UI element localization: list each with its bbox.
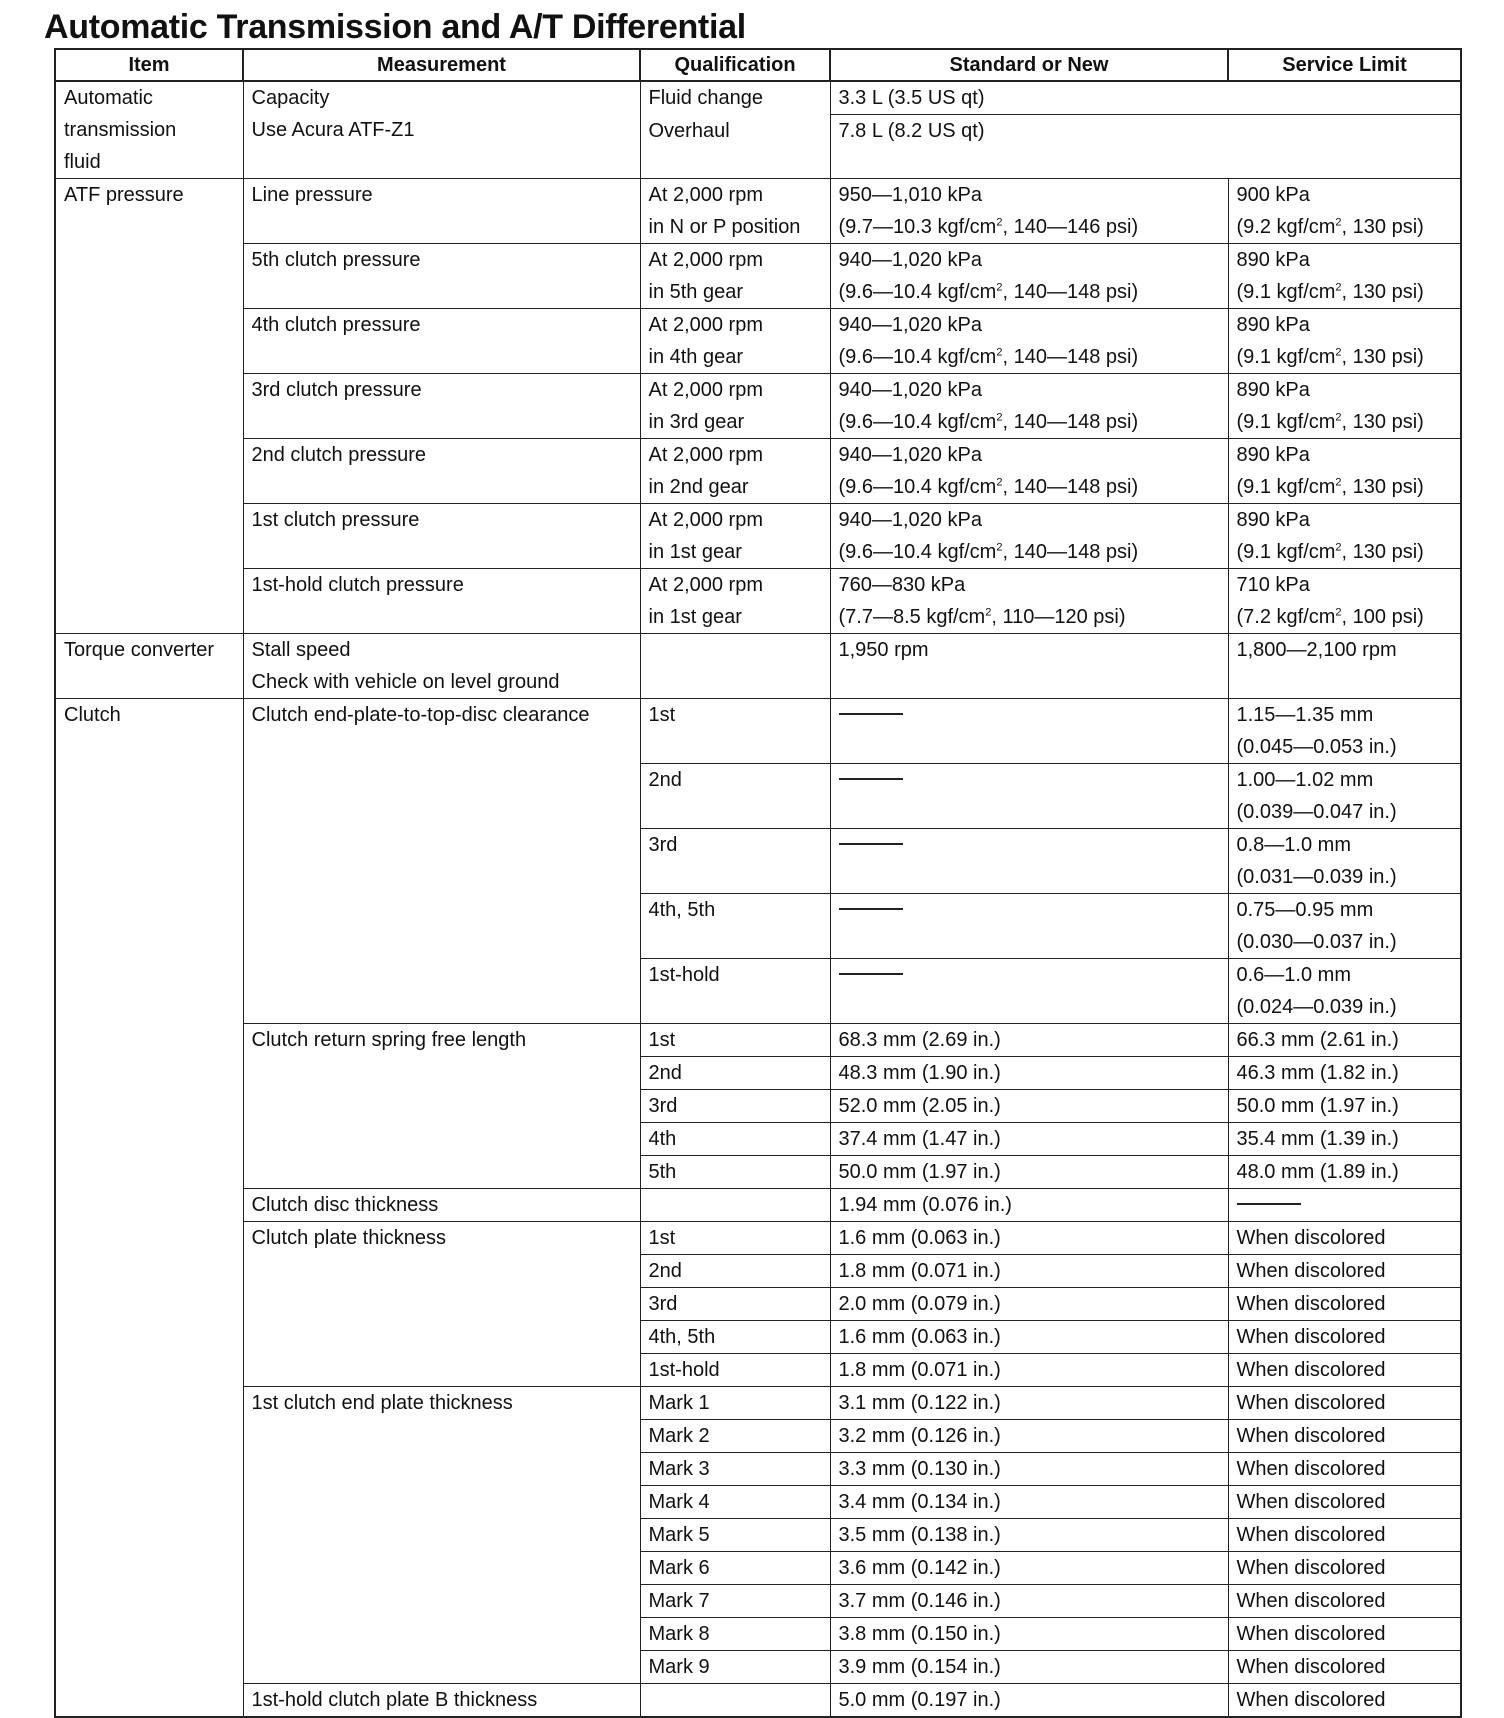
superscript: 2	[996, 476, 1003, 489]
std-endplate: 3.5 mm (0.138 in.)	[830, 1519, 1228, 1552]
limit-line: (0.024—0.039 in.)	[1236, 996, 1397, 1018]
table-row	[55, 1387, 1461, 1420]
limit-clearance	[1228, 764, 1461, 829]
limit-spring: 48.0 mm (1.89 in.)	[1228, 1156, 1461, 1189]
text-part: (9.6—10.4 kgf/cm	[838, 476, 997, 498]
std-line	[839, 276, 1220, 308]
qual-plate: 2nd	[640, 1255, 830, 1288]
table-row	[55, 699, 1461, 764]
qual-plate: 4th, 5th	[640, 1321, 830, 1354]
header-standard: Standard or New	[830, 49, 1228, 81]
std-endplate: 3.3 mm (0.130 in.)	[830, 1453, 1228, 1486]
limit-line	[1237, 471, 1453, 503]
std-plate: 2.0 mm (0.079 in.)	[830, 1288, 1228, 1321]
meas-pressure	[243, 569, 640, 634]
limit-spring: 46.3 mm (1.82 in.)	[1228, 1057, 1461, 1090]
item-atf-line: fluid	[64, 151, 101, 173]
std-endplate: 3.6 mm (0.142 in.)	[830, 1552, 1228, 1585]
limit-line: (0.039—0.047 in.)	[1236, 801, 1397, 823]
text-part: , 130 psi)	[1341, 411, 1424, 433]
limit-clearance	[1228, 959, 1461, 1024]
qual-endplate: Mark 8	[640, 1618, 830, 1651]
qual-plate: 1st	[640, 1222, 830, 1255]
superscript: 2	[1335, 281, 1342, 294]
item-atf-pressure: ATF pressure	[55, 179, 243, 634]
table-header-row	[55, 49, 1461, 81]
table-row	[55, 1684, 1461, 1718]
qual-fluid-change: Fluid change	[640, 81, 830, 115]
std-pressure	[830, 179, 1228, 244]
std-line: 760—830 kPa	[838, 574, 966, 596]
header-service-limit: Service Limit	[1228, 49, 1461, 81]
qual-endplate: Mark 5	[640, 1519, 830, 1552]
text-part: (9.1 kgf/cm	[1236, 346, 1336, 368]
limit-plate: When discolored	[1228, 1288, 1461, 1321]
text-part: (7.7—8.5 kgf/cm	[838, 606, 986, 628]
qual-endplate: Mark 2	[640, 1420, 830, 1453]
text-part: (9.1 kgf/cm	[1236, 476, 1336, 498]
text-part: (9.6—10.4 kgf/cm	[838, 346, 997, 368]
std-spring: 50.0 mm (1.97 in.)	[830, 1156, 1228, 1189]
limit-line: 890 kPa	[1236, 249, 1310, 271]
meas-line: Line pressure	[251, 184, 373, 206]
qual-spring: 1st	[640, 1024, 830, 1057]
item-torque-converter: Torque converter	[55, 634, 243, 699]
text-part: (9.6—10.4 kgf/cm	[838, 281, 997, 303]
qual-endplate: Mark 9	[640, 1651, 830, 1684]
table-row	[55, 439, 1461, 504]
qual-line: in 1st gear	[648, 541, 742, 563]
qual-line: in 4th gear	[648, 346, 744, 368]
qual-line: At 2,000 rpm	[648, 444, 764, 466]
std-line: 940—1,020 kPa	[838, 509, 982, 531]
limit-line: 1.15—1.35 mm	[1236, 704, 1374, 726]
limit-plate: When discolored	[1228, 1354, 1461, 1387]
qual-pressure	[640, 179, 830, 244]
text-part: , 100 psi)	[1341, 606, 1424, 628]
std-plate: 1.8 mm (0.071 in.)	[830, 1354, 1228, 1387]
qual-line: in 5th gear	[648, 281, 744, 303]
limit-line: 890 kPa	[1236, 444, 1310, 466]
limit-pressure	[1228, 179, 1461, 244]
qual-empty	[640, 634, 830, 699]
dash-mark	[839, 713, 903, 715]
std-pressure	[830, 374, 1228, 439]
qual-endplate: Mark 1	[640, 1387, 830, 1420]
qual-endplate: Mark 6	[640, 1552, 830, 1585]
qual-endplate: Mark 7	[640, 1585, 830, 1618]
std-endplate: 3.4 mm (0.134 in.)	[830, 1486, 1228, 1519]
std-endplate: 3.1 mm (0.122 in.)	[830, 1387, 1228, 1420]
table-row	[55, 244, 1461, 309]
limit-line: 890 kPa	[1236, 509, 1310, 531]
limit-endplate: When discolored	[1228, 1618, 1461, 1651]
qual-plate: 1st-hold	[640, 1354, 830, 1387]
limit-plateb: When discolored	[1228, 1684, 1461, 1718]
limit-endplate: When discolored	[1228, 1420, 1461, 1453]
dash-mark	[839, 908, 903, 910]
std-overhaul: 7.8 L (8.2 US qt)	[830, 115, 1461, 179]
qual-overhaul: Overhaul	[640, 115, 830, 179]
meas-stall-speed	[243, 634, 640, 699]
limit-pressure	[1228, 504, 1461, 569]
table-body	[55, 81, 1461, 1717]
superscript: 2	[1335, 346, 1342, 359]
meas-pressure	[243, 374, 640, 439]
limit-line: 1.00—1.02 mm	[1236, 769, 1374, 791]
std-endplate: 3.8 mm (0.150 in.)	[830, 1618, 1228, 1651]
table-row	[55, 504, 1461, 569]
text-part: (7.2 kgf/cm	[1236, 606, 1336, 628]
limit-endplate: When discolored	[1228, 1486, 1461, 1519]
text-part: , 110—120 psi)	[991, 606, 1126, 628]
std-line	[839, 601, 1220, 633]
qual-clearance: 2nd	[640, 764, 830, 829]
std-line: 940—1,020 kPa	[838, 249, 982, 271]
table-row	[55, 569, 1461, 634]
std-line: 940—1,020 kPa	[838, 444, 982, 466]
limit-pressure	[1228, 309, 1461, 374]
std-line	[839, 406, 1220, 438]
qual-line: in 2nd gear	[648, 476, 749, 498]
meas-line: 1st clutch pressure	[251, 509, 420, 531]
meas-line: 2nd clutch pressure	[251, 444, 427, 466]
text-part: (9.7—10.3 kgf/cm	[838, 216, 997, 238]
superscript: 2	[996, 541, 1003, 554]
limit-line: 900 kPa	[1236, 184, 1310, 206]
limit-pressure	[1228, 569, 1461, 634]
qual-clearance: 1st-hold	[640, 959, 830, 1024]
spec-table	[54, 48, 1462, 1718]
limit-endplate: When discolored	[1228, 1519, 1461, 1552]
text-part: , 140—148 psi)	[1002, 346, 1139, 368]
limit-line: 890 kPa	[1236, 379, 1310, 401]
limit-line: (0.031—0.039 in.)	[1236, 866, 1397, 888]
page-title: Automatic Transmission and A/T Differential	[44, 8, 746, 46]
superscript: 2	[1335, 606, 1342, 619]
std-clearance	[830, 829, 1228, 894]
superscript: 2	[996, 281, 1003, 294]
limit-clearance	[1228, 699, 1461, 764]
std-line	[839, 536, 1220, 568]
dash-mark	[839, 973, 903, 975]
meas-line: Capacity	[251, 87, 330, 109]
std-plate: 1.6 mm (0.063 in.)	[830, 1222, 1228, 1255]
std-endplate: 3.9 mm (0.154 in.)	[830, 1651, 1228, 1684]
std-clearance	[830, 764, 1228, 829]
text-part: , 140—148 psi)	[1002, 411, 1139, 433]
std-plate: 1.8 mm (0.071 in.)	[830, 1255, 1228, 1288]
std-line: 950—1,010 kPa	[838, 184, 982, 206]
table-row	[55, 1222, 1461, 1255]
std-endplate: 3.2 mm (0.126 in.)	[830, 1420, 1228, 1453]
dash-mark	[839, 843, 903, 845]
superscript: 2	[1335, 476, 1342, 489]
limit-pressure	[1228, 374, 1461, 439]
limit-clearance	[1228, 829, 1461, 894]
meas-plateb: 1st-hold clutch plate B thickness	[243, 1684, 640, 1718]
limit-clearance	[1228, 894, 1461, 959]
qual-spring: 4th	[640, 1123, 830, 1156]
meas-line: 4th clutch pressure	[251, 314, 421, 336]
std-pressure	[830, 569, 1228, 634]
limit-stall: 1,800—2,100 rpm	[1228, 634, 1461, 699]
meas-clearance: Clutch end-plate-to-top-disc clearance	[243, 699, 640, 1024]
qual-line: At 2,000 rpm	[648, 509, 764, 531]
std-stall: 1,950 rpm	[830, 634, 1228, 699]
limit-line: 890 kPa	[1236, 314, 1310, 336]
limit-line	[1237, 601, 1453, 633]
std-clearance	[830, 699, 1228, 764]
meas-pressure	[243, 179, 640, 244]
qual-pressure	[640, 504, 830, 569]
limit-line: 710 kPa	[1236, 574, 1310, 596]
limit-line	[1237, 341, 1453, 373]
text-part: , 140—148 psi)	[1002, 541, 1139, 563]
limit-line: 0.75—0.95 mm	[1236, 899, 1374, 921]
qual-line: At 2,000 rpm	[648, 379, 764, 401]
std-disc: 1.94 mm (0.076 in.)	[830, 1189, 1228, 1222]
limit-plate: When discolored	[1228, 1255, 1461, 1288]
std-spring: 68.3 mm (2.69 in.)	[830, 1024, 1228, 1057]
qual-line: in 3rd gear	[648, 411, 745, 433]
qual-endplate: Mark 4	[640, 1486, 830, 1519]
limit-disc	[1228, 1189, 1461, 1222]
limit-line	[1237, 406, 1453, 438]
text-part: (9.1 kgf/cm	[1236, 411, 1336, 433]
qual-line: At 2,000 rpm	[648, 574, 764, 596]
meas-line: 1st-hold clutch pressure	[251, 574, 464, 596]
qual-endplate: Mark 3	[640, 1453, 830, 1486]
header-qualification: Qualification	[640, 49, 830, 81]
table-row	[55, 374, 1461, 439]
superscript: 2	[1335, 541, 1342, 554]
std-clearance	[830, 959, 1228, 1024]
qual-clearance: 4th, 5th	[640, 894, 830, 959]
limit-line	[1237, 211, 1453, 243]
std-plate: 1.6 mm (0.063 in.)	[830, 1321, 1228, 1354]
superscript: 2	[1335, 411, 1342, 424]
std-pressure	[830, 244, 1228, 309]
meas-spring: Clutch return spring free length	[243, 1024, 640, 1189]
qual-empty	[640, 1684, 830, 1718]
text-part: (9.1 kgf/cm	[1236, 541, 1336, 563]
std-line	[839, 211, 1220, 243]
limit-spring: 66.3 mm (2.61 in.)	[1228, 1024, 1461, 1057]
item-atf-line: transmission	[64, 119, 177, 141]
header-item: Item	[55, 49, 243, 81]
meas-pressure	[243, 244, 640, 309]
table-row	[55, 1189, 1461, 1222]
text-part: (9.1 kgf/cm	[1236, 281, 1336, 303]
superscript: 2	[1335, 216, 1342, 229]
qual-spring: 5th	[640, 1156, 830, 1189]
limit-endplate: When discolored	[1228, 1585, 1461, 1618]
limit-line: (0.030—0.037 in.)	[1236, 931, 1397, 953]
meas-line: Check with vehicle on level ground	[251, 671, 560, 693]
std-line	[839, 471, 1220, 503]
table-row	[55, 634, 1461, 699]
qual-line: in N or P position	[648, 216, 801, 238]
dash-mark	[839, 778, 903, 780]
text-part: (9.6—10.4 kgf/cm	[838, 541, 997, 563]
std-line	[839, 341, 1220, 373]
item-atf-line: Automatic	[64, 87, 153, 109]
limit-line	[1237, 536, 1453, 568]
std-pressure	[830, 309, 1228, 374]
meas-line: Use Acura ATF-Z1	[251, 119, 415, 141]
meas-line: Stall speed	[251, 639, 351, 661]
std-clearance	[830, 894, 1228, 959]
std-spring: 48.3 mm (1.90 in.)	[830, 1057, 1228, 1090]
meas-line: 5th clutch pressure	[251, 249, 421, 271]
std-spring: 52.0 mm (2.05 in.)	[830, 1090, 1228, 1123]
std-spring: 37.4 mm (1.47 in.)	[830, 1123, 1228, 1156]
dash-mark	[1237, 1203, 1301, 1205]
meas-capacity	[243, 81, 640, 179]
limit-spring: 35.4 mm (1.39 in.)	[1228, 1123, 1461, 1156]
meas-pressure	[243, 504, 640, 569]
limit-endplate: When discolored	[1228, 1552, 1461, 1585]
meas-plate: Clutch plate thickness	[243, 1222, 640, 1387]
std-pressure	[830, 504, 1228, 569]
table-row	[55, 179, 1461, 244]
text-part: , 140—146 psi)	[1002, 216, 1139, 238]
qual-spring: 3rd	[640, 1090, 830, 1123]
qual-pressure	[640, 244, 830, 309]
qual-spring: 2nd	[640, 1057, 830, 1090]
meas-disc: Clutch disc thickness	[243, 1189, 640, 1222]
std-plateb: 5.0 mm (0.197 in.)	[830, 1684, 1228, 1718]
std-endplate: 3.7 mm (0.146 in.)	[830, 1585, 1228, 1618]
table-row	[55, 81, 1461, 115]
limit-line: (0.045—0.053 in.)	[1236, 736, 1397, 758]
text-part: , 130 psi)	[1341, 476, 1424, 498]
text-part: , 130 psi)	[1341, 346, 1424, 368]
header-measurement: Measurement	[243, 49, 640, 81]
limit-line: 0.6—1.0 mm	[1236, 964, 1351, 986]
limit-spring: 50.0 mm (1.97 in.)	[1228, 1090, 1461, 1123]
std-pressure	[830, 439, 1228, 504]
limit-endplate: When discolored	[1228, 1387, 1461, 1420]
limit-plate: When discolored	[1228, 1321, 1461, 1354]
limit-endplate: When discolored	[1228, 1453, 1461, 1486]
std-line: 940—1,020 kPa	[838, 379, 982, 401]
text-part: , 130 psi)	[1341, 281, 1424, 303]
qual-pressure	[640, 569, 830, 634]
limit-pressure	[1228, 439, 1461, 504]
item-atf	[55, 81, 243, 179]
qual-clearance: 3rd	[640, 829, 830, 894]
superscript: 2	[985, 606, 992, 619]
limit-line	[1237, 276, 1453, 308]
meas-endplate: 1st clutch end plate thickness	[243, 1387, 640, 1684]
meas-pressure	[243, 309, 640, 374]
qual-line: in 1st gear	[648, 606, 742, 628]
limit-endplate: When discolored	[1228, 1651, 1461, 1684]
qual-pressure	[640, 309, 830, 374]
qual-line: At 2,000 rpm	[648, 249, 764, 271]
superscript: 2	[996, 216, 1003, 229]
text-part: , 140—148 psi)	[1002, 281, 1139, 303]
qual-line: At 2,000 rpm	[648, 184, 764, 206]
limit-line: 0.8—1.0 mm	[1236, 834, 1351, 856]
qual-pressure	[640, 439, 830, 504]
std-fluid-change: 3.3 L (3.5 US qt)	[830, 81, 1461, 115]
meas-line: 3rd clutch pressure	[251, 379, 422, 401]
qual-pressure	[640, 374, 830, 439]
item-clutch: Clutch	[55, 699, 243, 1718]
meas-pressure	[243, 439, 640, 504]
superscript: 2	[996, 411, 1003, 424]
qual-plate: 3rd	[640, 1288, 830, 1321]
qual-clearance: 1st	[640, 699, 830, 764]
text-part: (9.6—10.4 kgf/cm	[838, 411, 997, 433]
text-part: , 140—148 psi)	[1002, 476, 1139, 498]
std-line: 940—1,020 kPa	[838, 314, 982, 336]
text-part: , 130 psi)	[1341, 541, 1424, 563]
limit-plate: When discolored	[1228, 1222, 1461, 1255]
table-row	[55, 1024, 1461, 1057]
qual-line: At 2,000 rpm	[648, 314, 764, 336]
limit-pressure	[1228, 244, 1461, 309]
table-row	[55, 309, 1461, 374]
text-part: , 130 psi)	[1341, 216, 1424, 238]
qual-empty	[640, 1189, 830, 1222]
superscript: 2	[996, 346, 1003, 359]
text-part: (9.2 kgf/cm	[1236, 216, 1336, 238]
